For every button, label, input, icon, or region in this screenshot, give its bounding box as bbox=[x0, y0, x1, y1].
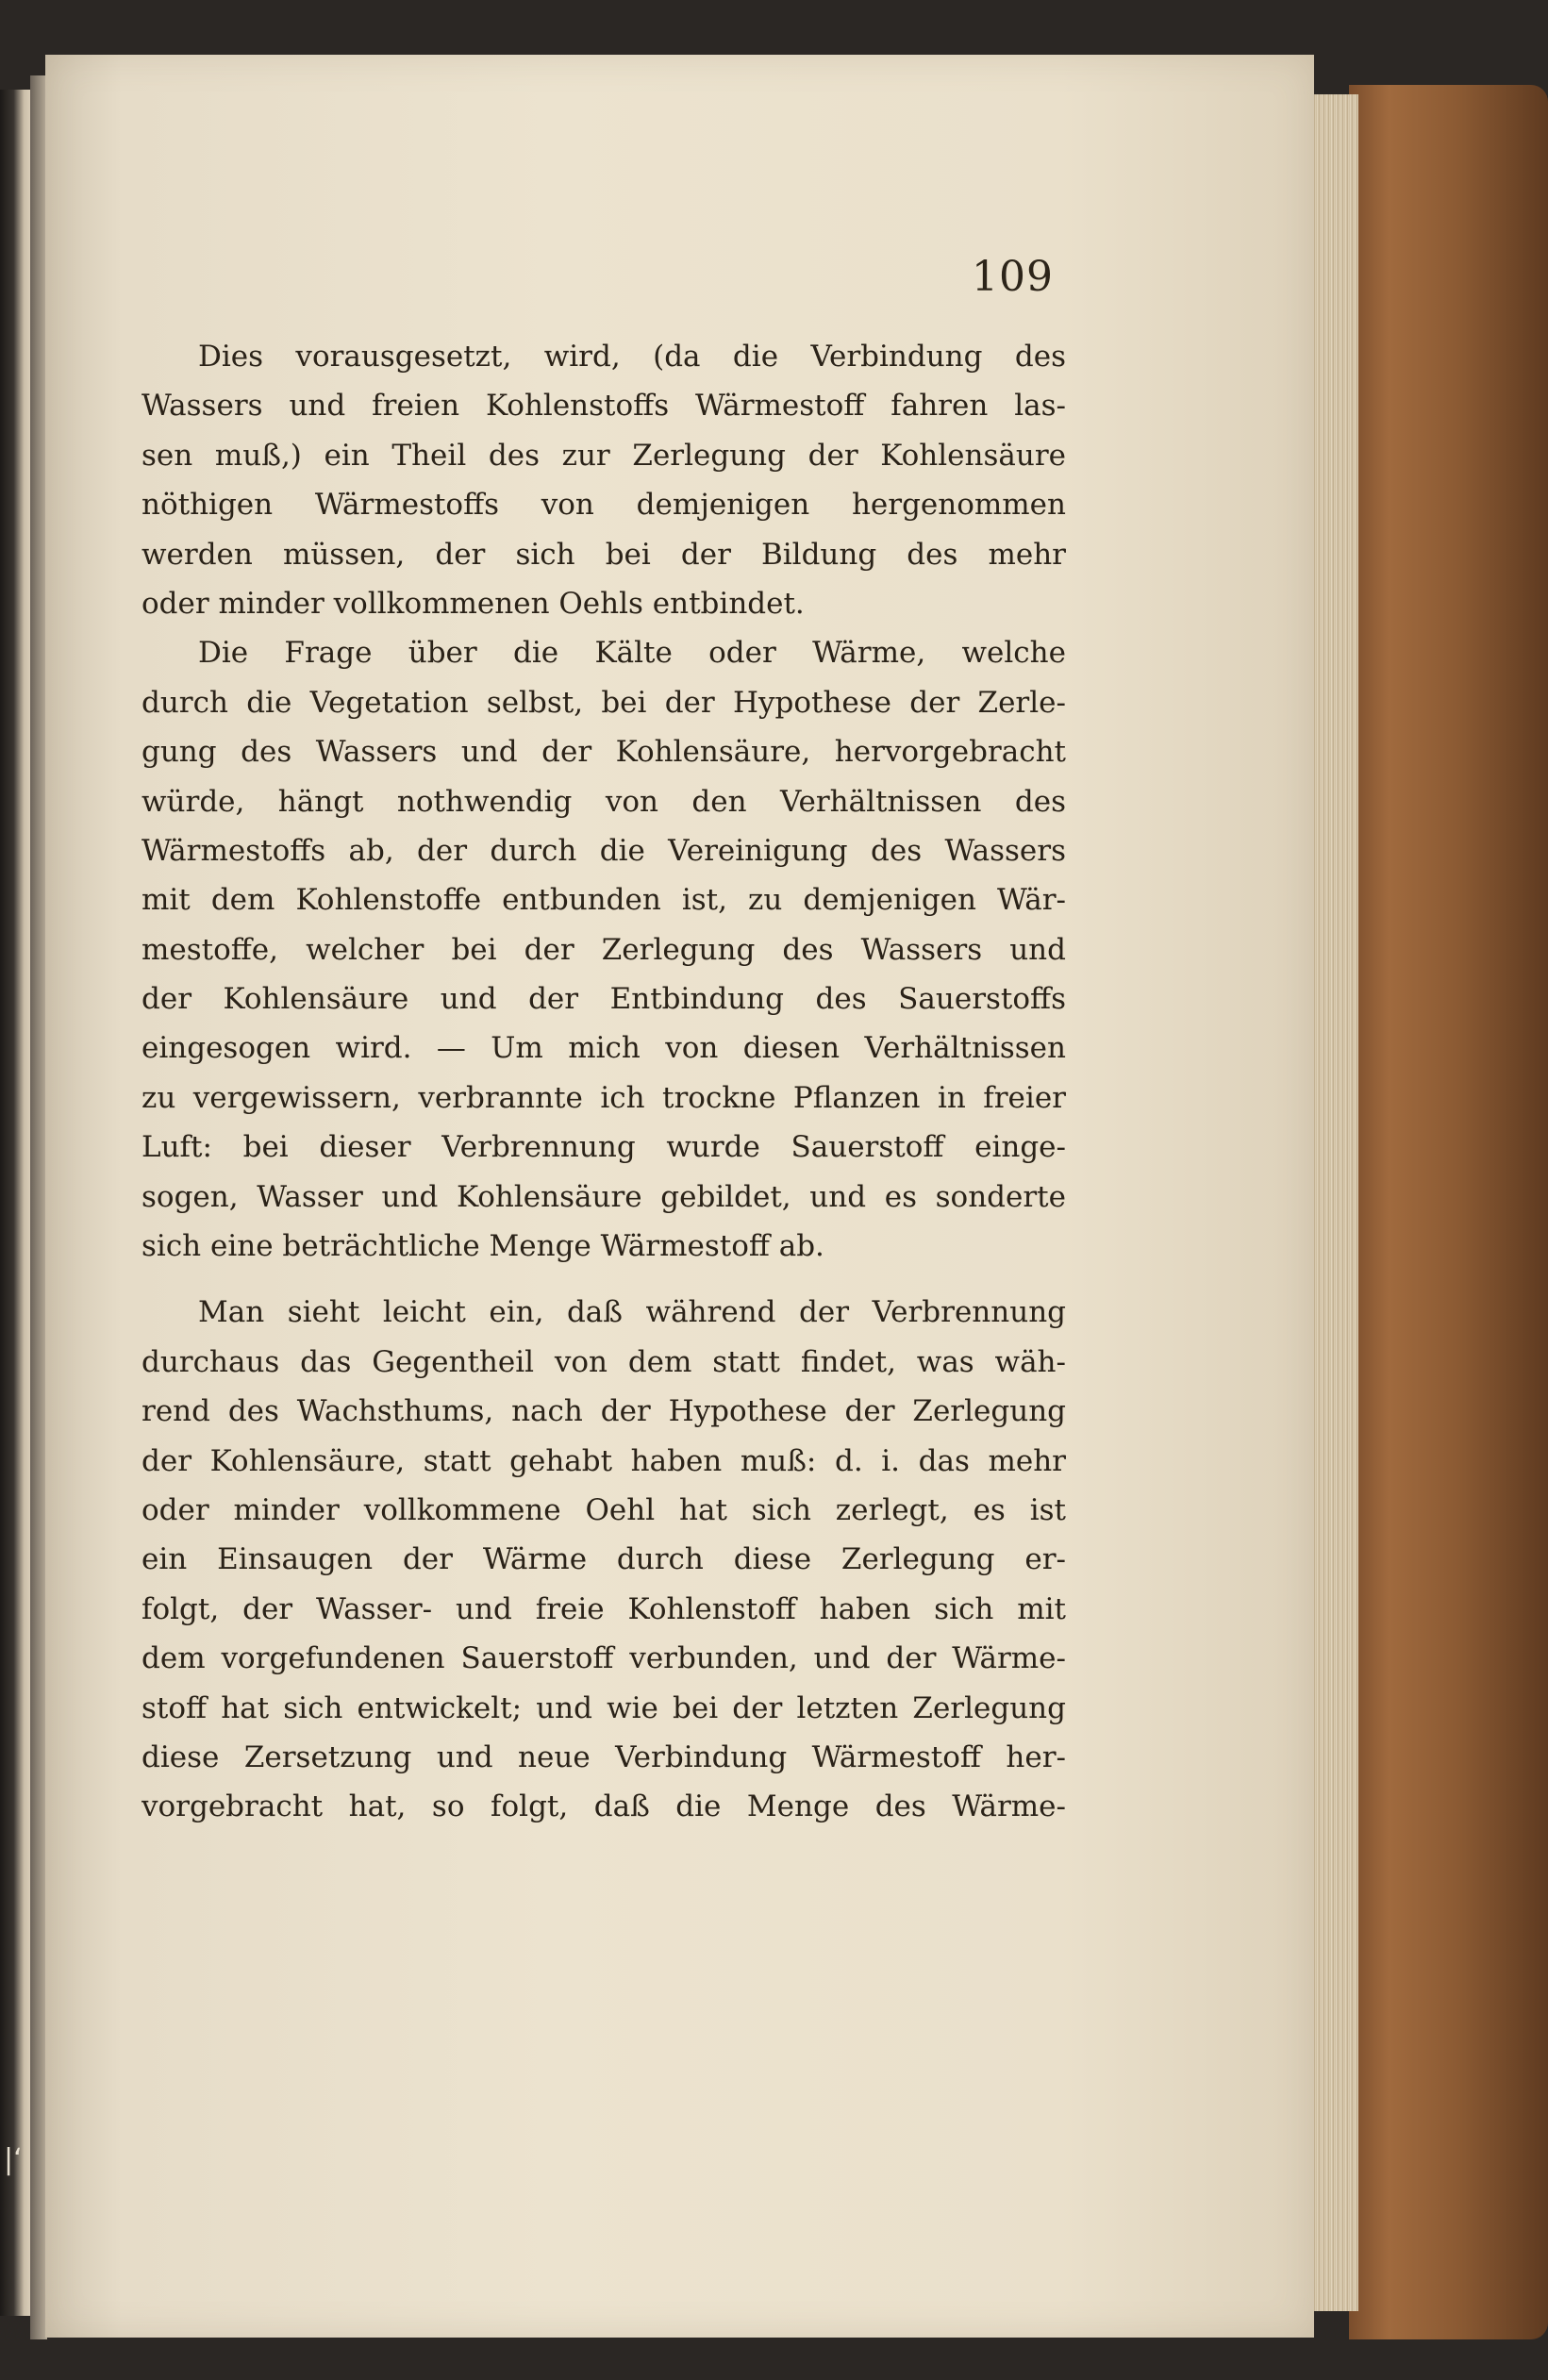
text-line: ein Einsaugen der Wärme durch diese Zerlegung er- bbox=[141, 1542, 1066, 1577]
text-line: sich eine beträchtliche Menge Wärmestoff ab. bbox=[141, 1229, 824, 1264]
text-line: mestoffe, welcher bei der Zerlegung des Wassers und bbox=[141, 932, 1066, 967]
text-line: stoff hat sich entwickelt; und wie bei der letzten Zerlegung bbox=[141, 1690, 1066, 1725]
text-line: Die Frage über die Kälte oder Wärme, welche bbox=[198, 636, 1066, 671]
text-line: Wärmestoffs ab, der durch die Vereinigung des Wassers bbox=[141, 833, 1066, 868]
text-line: sen muß,) ein Theil des zur Zerlegung der Kohlensäure bbox=[141, 438, 1066, 473]
text-line: vorgebracht hat, so folgt, daß die Menge des Wärme- bbox=[141, 1789, 1066, 1824]
text-line: sogen, Wasser und Kohlensäure gebildet, und es sonderte bbox=[141, 1179, 1066, 1214]
page-number: 109 bbox=[972, 253, 1054, 301]
text-line: der Kohlensäure, statt gehabt haben muß: d. i. das mehr bbox=[141, 1443, 1066, 1478]
text-line: diese Zersetzung und neue Verbindung Wärmestoff her- bbox=[141, 1739, 1066, 1774]
text-line: oder minder vollkommene Oehl hat sich zerlegt, es ist bbox=[141, 1492, 1066, 1527]
text-line: oder minder vollkommenen Oehls entbindet. bbox=[141, 586, 805, 621]
previous-page-edge bbox=[0, 90, 30, 2316]
text-line: Man sieht leicht ein, daß während der Verbrennung bbox=[198, 1295, 1066, 1330]
text-line: folgt, der Wasser- und freie Kohlenstoff haben sich mit bbox=[141, 1591, 1066, 1626]
text-line: mit dem Kohlenstoffe entbunden ist, zu demjenigen Wär- bbox=[141, 883, 1066, 918]
text-line: gung des Wassers und der Kohlensäure, hervorgebracht bbox=[141, 735, 1066, 770]
text-line: rend des Wachsthums, nach der Hypothese der Zerlegung bbox=[141, 1394, 1066, 1429]
text-line: durch die Vegetation selbst, bei der Hypothese der Zerle- bbox=[141, 685, 1066, 720]
text-line: Wassers und freien Kohlenstoffs Wärmestoff fahren las- bbox=[141, 389, 1066, 424]
text-line: dem vorgefundenen Sauerstoff verbunden, und der Wärme- bbox=[141, 1641, 1066, 1676]
text-line: eingesogen wird. — Um mich von diesen Verhältnissen bbox=[141, 1031, 1066, 1066]
text-line: zu vergewissern, verbrannte ich trockne Pflanzen in freier bbox=[141, 1080, 1066, 1115]
text-line: Luft: bei dieser Verbrennung wurde Sauerstoff einge- bbox=[141, 1130, 1066, 1165]
margin-mark: |‘ bbox=[4, 2143, 23, 2176]
text-line: würde, hängt nothwendig von den Verhältnissen des bbox=[141, 784, 1066, 819]
text-line: Dies vorausgesetzt, wird, (da die Verbindung des bbox=[198, 340, 1066, 374]
leather-cover bbox=[1349, 85, 1548, 2339]
text-line: der Kohlensäure und der Entbindung des Sauerstoffs bbox=[141, 982, 1066, 1017]
body-text bbox=[141, 332, 1066, 1832]
text-line: durchaus das Gegentheil von dem statt findet, was wäh- bbox=[141, 1344, 1066, 1379]
paragraph-gap bbox=[141, 1271, 1066, 1288]
text-line: nöthigen Wärmestoffs von demjenigen hergenommen bbox=[141, 488, 1066, 523]
text-line: werden müssen, der sich bei der Bildung des mehr bbox=[141, 537, 1066, 572]
